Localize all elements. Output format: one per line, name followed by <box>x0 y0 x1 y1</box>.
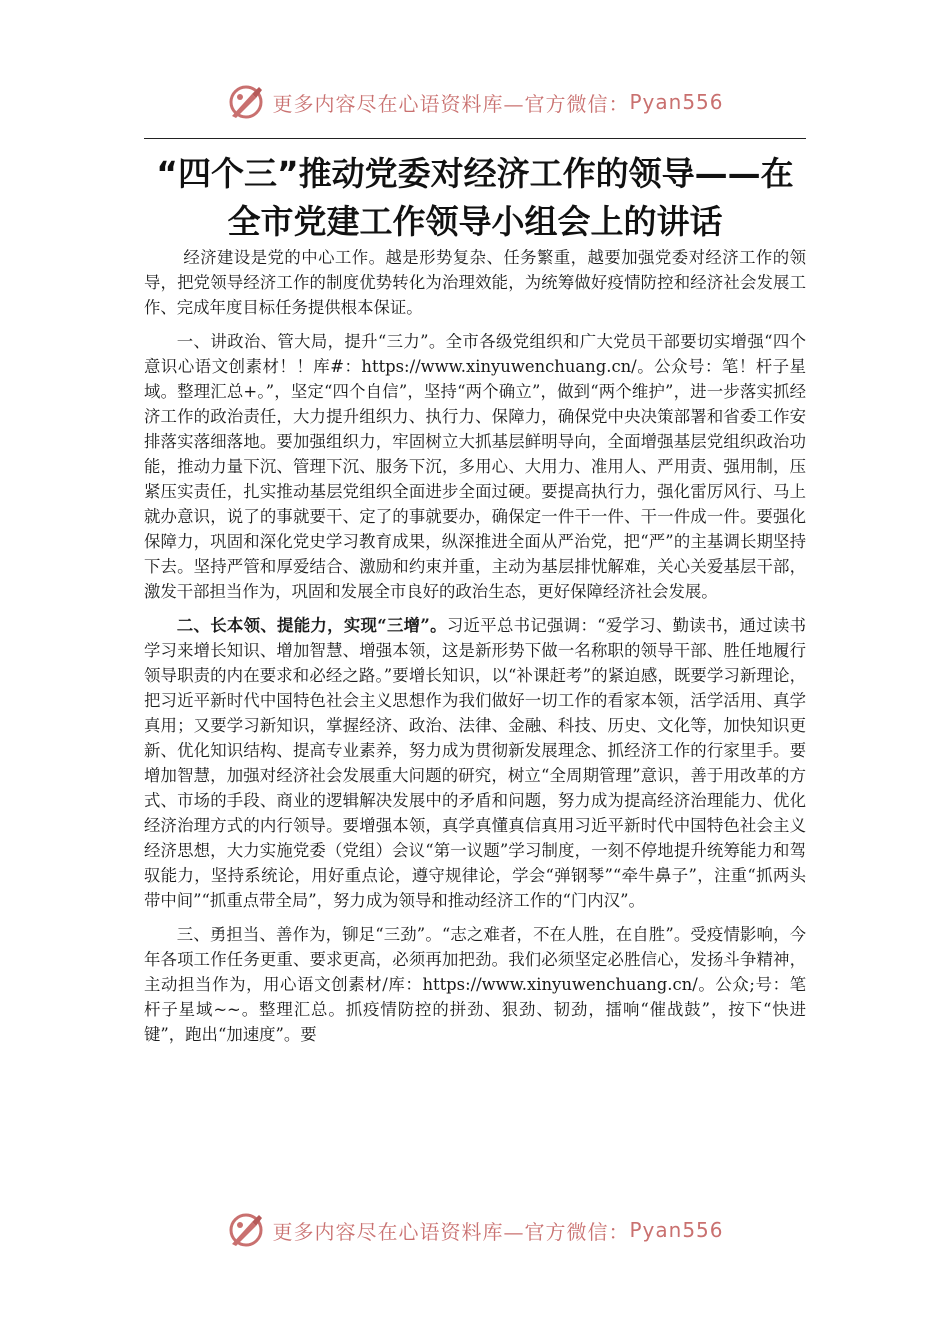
paragraph-3: 二、长本领、提能力，实现“三增”。习近平总书记强调：“爱学习、勤读书，通过读书学习来增长知识、增加智慧、增强本领，这是新形势下做一名称职的领导干部、胜任地履行领导职责的内在要求和必经之路。”要增长知识，以“补课赶考”的紧迫感，既要学习新理论，把习近平新时代中国特色社会主义思想作为我们做好一切工作的看家本领，活学活用、真学真用；又要学习新知识，掌握经济、政治、法律、金融、科技、历史、文化等，加快知识更新、优化知识结构、提高专业素养，努力成为贯彻新发展理念、抓经济工作的行家里手。要增加智慧，加强对经济社会发展重大问题的研究，树立“全周期管理”意识，善于用改革的方式、市场的手段、商业的逻辑解决发展中的矛盾和问题，努力成为提高经济治理能力、优化经济治理方式的内行领导。要增强本领，真学真懂真信真用习近平新时代中国特色社会主义经济思想，大力实施党委（党组）会议“第一议题”学习制度，一刻不停地提升统筹能力和驾驭能力，坚持系统论，用好重点论，遵守规律论，学会“弹钢琴”“牵牛鼻子”，注重“抓两头带中间”“抓重点带全局”，努力成为领导和推动经济工作的“门内汉”。 <box>144 616 806 910</box>
paragraph-3-heading: 二、长本领、提能力，实现“三增”。 <box>176 616 447 635</box>
footer-banner <box>0 1208 950 1252</box>
paragraph-4: 三、勇担当、善作为，铆足“三劲”。“志之难者，不在人胜，在自胜”。受疫情影响，今年各项工作任务更重、要求更高，必须再加把劲。我们必须坚定必胜信心，发扬斗争精神，主动担当作为，用心语文创素材/库：https://www.xinyuwenchuang.cn/。公众;号：笔杆子星域~~。整理汇总。抓疫情防控的拼劲、狠劲、韧劲，擂响“催战鼓”，按下“快进键”，跑出“加速度”。要 <box>144 925 806 1044</box>
title-divider <box>144 138 806 139</box>
banner-text: 更多内容尽在心语资料库—官方微信： <box>272 91 630 116</box>
document-body <box>144 245 806 1056</box>
paragraph-2: 一、讲政治、管大局，提升“三力”。全市各级党组织和广大党员干部要切实增强“四个意识心语文创素材！！库#：https://www.xinyuwenchuang.cn/。公众号：笔！杆子星域。整理汇总+。”，坚定“四个自信”，坚持“两个确立”，做到“两个维护”，进一步落实抓经济工作的政治责任，大力提升组织力、执行力、保障力，确保党中央决策部署和省委工作安排落实落细落地。要加强组织力，牢固树立大抓基层鲜明导向，全面增强基层党组织政治功能，推动力量下沉、管理下沉、服务下沉，多用心、大用力、准用人、严用责、强用制，压紧压实责任，扎实推动基层党组织全面进步全面过硬。要提高执行力，强化雷厉风行、马上就办意识，说了的事就要干、定了的事就要办，确保定一件干一件、干一件成一件。要强化保障力，巩固和深化党史学习教育成果，纵深推进全面从严治党，把“严”的主基调长期坚持下去。坚持严管和厚爱结合、激励和约束并重，主动为基层排忧解难，关心关爱基层干部，激发干部担当作为，巩固和发展全市良好的政治生态，更好保障经济社会发展。 <box>144 332 806 601</box>
banner-wechat-id: Pyan556 <box>629 1218 724 1242</box>
header-banner <box>0 80 950 124</box>
banner-text: 更多内容尽在心语资料库—官方微信： <box>272 1219 630 1244</box>
quill-logo-icon <box>226 1210 266 1250</box>
paragraph-1: 经济建设是党的中心工作。越是形势复杂、任务繁重，越要加强党委对经济工作的领导，把党领导经济工作的制度优势转化为治理效能，为统筹做好疫情防控和经济社会发展工作、完成年度目标任务提供根本保证。 <box>144 248 806 317</box>
page-title: “四个三”推动党委对经济工作的领导——在全市党建工作领导小组会上的讲话 <box>156 154 794 241</box>
banner-wechat-id: Pyan556 <box>629 90 724 114</box>
quill-logo-icon <box>226 82 266 122</box>
